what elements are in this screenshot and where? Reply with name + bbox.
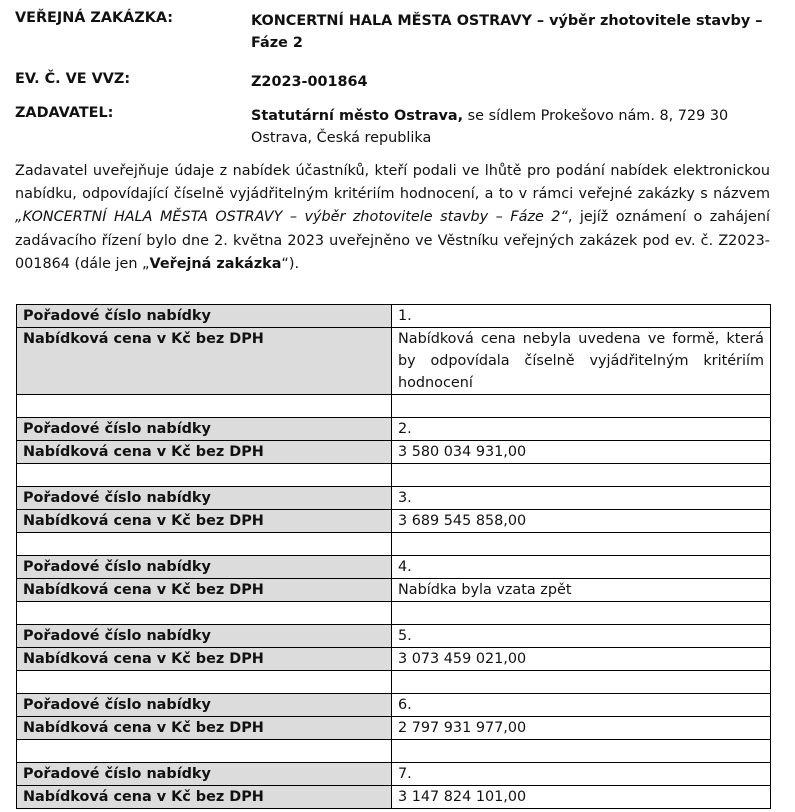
price-label: Nabídková cena v Kč bez DPH	[17, 328, 392, 395]
offer-order-row	[17, 763, 771, 786]
price-value: 3 073 459 021,00	[392, 648, 771, 671]
offer-price-row	[17, 579, 771, 602]
spacer-cell	[17, 464, 392, 487]
table-spacer-row	[17, 395, 771, 418]
price-label: Nabídková cena v Kč bez DPH	[17, 441, 392, 464]
authority-address: se sídlem Prokešovo nám. 8, 729 30 Ostrava, Česká republika	[251, 108, 729, 146]
offer-order-row	[17, 625, 771, 648]
intro-text-3: “).	[281, 255, 300, 272]
offer-price-row	[17, 717, 771, 740]
table-spacer-row	[17, 464, 771, 487]
order-value: 6.	[392, 694, 771, 717]
order-value: 5.	[392, 625, 771, 648]
authority-name: Statutární město Ostrava,	[251, 108, 464, 124]
price-value: 3 689 545 858,00	[392, 510, 771, 533]
reference-label: EV. Č. VE VVZ:	[15, 71, 131, 87]
price-label: Nabídková cena v Kč bez DPH	[17, 510, 392, 533]
order-label: Pořadové číslo nabídky	[17, 418, 392, 441]
intro-paragraph	[15, 160, 770, 276]
table-spacer-row	[17, 671, 771, 694]
price-value: Nabídková cena nebyla uvedena ve formě, která by odpovídala číselně vyjádřitelným kritériím hodnocení	[392, 328, 771, 395]
offers-table	[16, 304, 771, 809]
offer-order-row	[17, 305, 771, 328]
offer-price-row	[17, 510, 771, 533]
offer-order-row	[17, 556, 771, 579]
intro-short-name: Veřejná zakázka	[149, 255, 282, 272]
table-spacer-row	[17, 533, 771, 556]
spacer-cell	[392, 395, 771, 418]
authority-value	[251, 105, 781, 149]
spacer-cell	[17, 533, 392, 556]
order-label: Pořadové číslo nabídky	[17, 487, 392, 510]
order-value: 3.	[392, 487, 771, 510]
spacer-cell	[392, 533, 771, 556]
offer-price-row	[17, 648, 771, 671]
offer-order-row	[17, 418, 771, 441]
order-label: Pořadové číslo nabídky	[17, 625, 392, 648]
price-label: Nabídková cena v Kč bez DPH	[17, 717, 392, 740]
intro-contract-title: „KONCERTNÍ HALA MĚSTA OSTRAVY – výběr zhotovitele stavby – Fáze 2“	[15, 209, 568, 226]
price-label: Nabídková cena v Kč bez DPH	[17, 648, 392, 671]
intro-text-1: Zadavatel uveřejňuje údaje z nabídek účastníků, kteří podali ve lhůtě pro podání nabídek elektronickou nabídku, odpovídající číselně vyjádřitelným kritériím hodnocení, a to v rámci veřejné zakázky s názvem	[15, 163, 770, 203]
order-value: 2.	[392, 418, 771, 441]
authority-label: ZADAVATEL:	[15, 105, 114, 121]
price-label: Nabídková cena v Kč bez DPH	[17, 579, 392, 602]
order-label: Pořadové číslo nabídky	[17, 763, 392, 786]
price-value: 2 797 931 977,00	[392, 717, 771, 740]
price-label: Nabídková cena v Kč bez DPH	[17, 786, 392, 809]
offer-price-row	[17, 441, 771, 464]
order-label: Pořadové číslo nabídky	[17, 305, 392, 328]
spacer-cell	[17, 671, 392, 694]
reference-number: Z2023-001864	[251, 74, 368, 90]
spacer-cell	[17, 602, 392, 625]
spacer-cell	[392, 671, 771, 694]
price-value: 3 147 824 101,00	[392, 786, 771, 809]
offers-table-body	[17, 305, 771, 809]
contract-title: KONCERTNÍ HALA MĚSTA OSTRAVY – výběr zhotovitele stavby – Fáze 2	[251, 13, 763, 51]
offer-price-row	[17, 328, 771, 395]
offer-order-row	[17, 694, 771, 717]
offer-price-row	[17, 786, 771, 809]
spacer-cell	[392, 464, 771, 487]
order-label: Pořadové číslo nabídky	[17, 694, 392, 717]
order-value: 1.	[392, 305, 771, 328]
table-spacer-row	[17, 602, 771, 625]
spacer-cell	[392, 740, 771, 763]
price-value: 3 580 034 931,00	[392, 441, 771, 464]
spacer-cell	[17, 395, 392, 418]
order-value: 4.	[392, 556, 771, 579]
offer-order-row	[17, 487, 771, 510]
table-spacer-row	[17, 740, 771, 763]
order-label: Pořadové číslo nabídky	[17, 556, 392, 579]
contract-label: VEŘEJNÁ ZAKÁZKA:	[15, 10, 174, 26]
intro-text-2: , jejíž oznámení o zahájení zadávacího řízení bylo dne 2. května 2023 uveřejněno ve Věstníku veřejných zakázek pod ev. č. Z2023-001864 (dále jen „	[15, 209, 770, 272]
spacer-cell	[392, 602, 771, 625]
price-value: Nabídka byla vzata zpět	[392, 579, 771, 602]
order-value: 7.	[392, 763, 771, 786]
spacer-cell	[17, 740, 392, 763]
